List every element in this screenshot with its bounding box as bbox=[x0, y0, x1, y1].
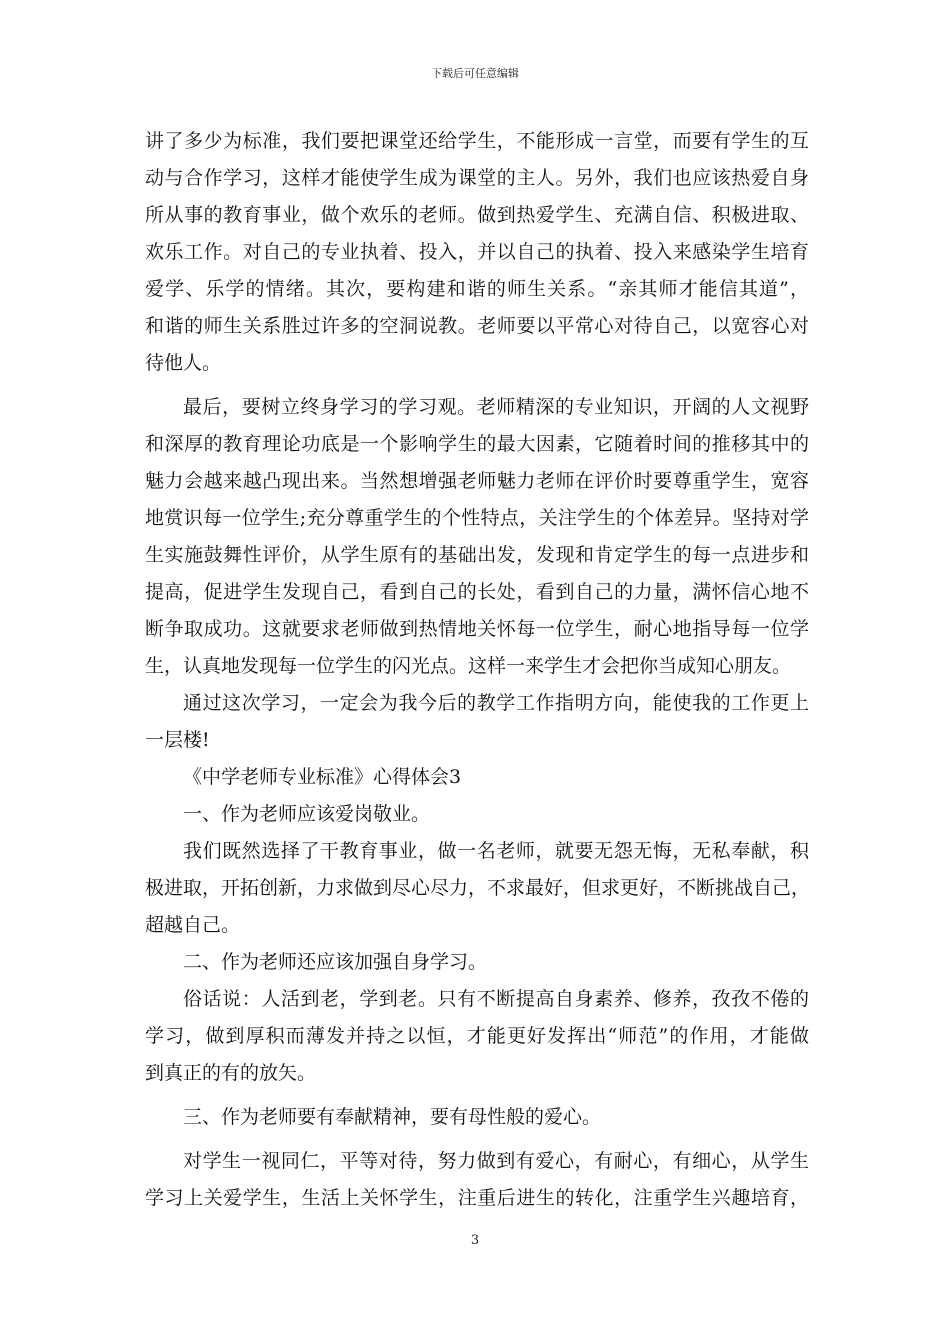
section-heading: 三、作为老师要有奉献精神，要有母性般的爱心。 bbox=[183, 1106, 602, 1128]
section-heading: 二、作为老师还应该加强自身学习。 bbox=[183, 951, 488, 973]
paragraph-first-line: 俗话说：人活到老，学到老。只有不断提高自身素养、修养，孜孜不倦的 bbox=[183, 988, 809, 1010]
body-line: 到真正的有的放矢。 bbox=[145, 1062, 317, 1084]
body-line: 一层楼! bbox=[145, 729, 210, 751]
body-line: 超越自己。 bbox=[145, 914, 241, 936]
body-line: 动与合作学习，这样才能使学生成为课堂的主人。另外，我们也应该热爱自身 bbox=[145, 167, 809, 189]
section-heading: 一、作为老师应该爱岗敬业。 bbox=[183, 803, 431, 825]
body-line: 断争取成功。这就要求老师做到热情地关怀每一位学生，耐心地指导每一位学 bbox=[145, 618, 809, 640]
body-line: 待他人。 bbox=[145, 352, 222, 374]
body-line: 地赏识每一位学生;充分尊重学生的个性特点，关注学生的个体差异。坚持对学 bbox=[145, 507, 809, 529]
body-line: 爱学、乐学的情绪。其次，要构建和谐的师生关系。“亲其师才能信其道”， bbox=[145, 278, 809, 300]
body-line: 欢乐工作。对自己的专业执着、投入，并以自己的执着、投入来感染学生培育 bbox=[145, 241, 809, 263]
body-line: 和深厚的教育理论功底是一个影响学生的最大因素，它随着时间的推移其中的 bbox=[145, 433, 809, 455]
section-title: 《中学老师专业标准》心得体会3 bbox=[183, 766, 462, 788]
body-line: 魅力会越来越凸现出来。当然想增强老师魅力老师在评价时要尊重学生，宽容 bbox=[145, 470, 809, 492]
page-number: 3 bbox=[470, 1233, 480, 1248]
body-line: 极进取，开拓创新，力求做到尽心尽力，不求最好，但求更好，不断挑战自己， bbox=[145, 877, 811, 899]
paragraph-first-line: 通过这次学习，一定会为我今后的教学工作指明方向，能使我的工作更上 bbox=[183, 692, 809, 714]
body-line: 学习，做到厚积而薄发并持之以恒，才能更好发挥出“师范”的作用，才能做 bbox=[145, 1025, 809, 1047]
body-line: 生，认真地发现每一位学生的闪光点。这样一来学生才会把你当成知心朋友。 bbox=[145, 655, 792, 677]
body-line: 生实施鼓舞性评价，从学生原有的基础出发，发现和肯定学生的每一点进步和 bbox=[145, 544, 809, 566]
body-line: 讲了多少为标准，我们要把课堂还给学生，不能形成一言堂，而要有学生的互 bbox=[145, 130, 809, 152]
paragraph-first-line: 最后，要树立终身学习的学习观。老师精深的专业知识，开阔的人文视野 bbox=[183, 396, 809, 418]
paragraph-first-line: 我们既然选择了干教育事业，做一名老师，就要无怨无悔，无私奉献，积 bbox=[183, 840, 809, 862]
paragraph-first-line: 对学生一视同仁，平等对待，努力做到有爱心，有耐心，有细心，从学生 bbox=[183, 1150, 809, 1172]
body-line: 提高，促进学生发现自己，看到自己的长处，看到自己的力量，满怀信心地不 bbox=[145, 581, 809, 603]
body-line: 所从事的教育事业，做个欢乐的老师。做到热爱学生、充满自信、积极进取、 bbox=[145, 204, 809, 226]
body-line: 学习上关爱学生，生活上关怀学生，注重后进生的转化，注重学生兴趣培育， bbox=[145, 1187, 809, 1209]
body-line: 和谐的师生关系胜过许多的空洞说教。老师要以平常心对待自己，以宽容心对 bbox=[145, 315, 809, 337]
document-body bbox=[145, 123, 809, 1217]
page-header-note: 下载后可任意编辑 bbox=[431, 67, 519, 80]
